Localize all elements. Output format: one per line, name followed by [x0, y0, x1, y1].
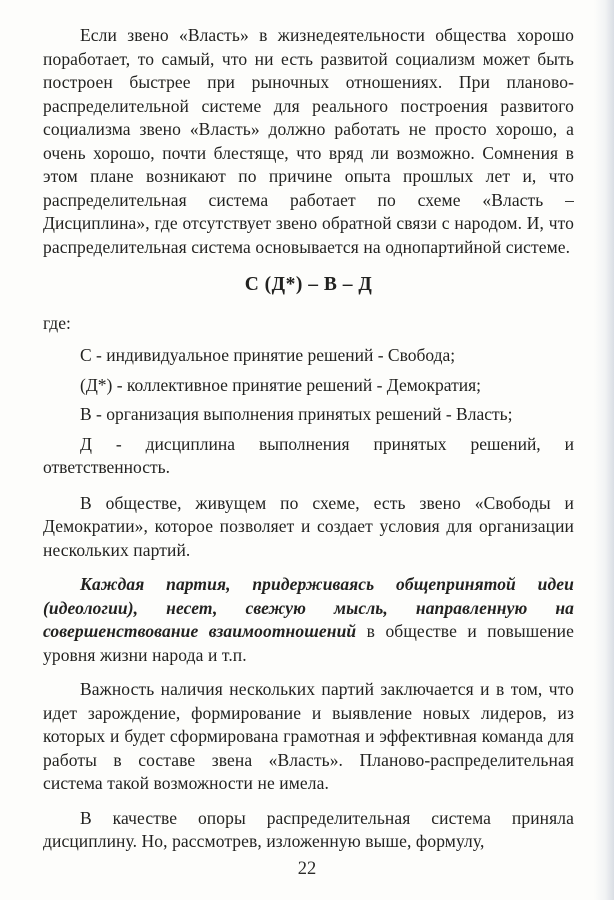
paragraph-intro: Если звено «Власть» в жизнедеятельности общества хорошо поработает, то самый, что ни есть развитой социализм может быть построен быстрее при рыночных отношениях. При планово-распределительной системе для реального построения развитого социализма звено «Власть» должно работать не просто хорошо, а очень хорошо, почти блестяще, что вряд ли возможно. Сомнения в этом плане возникают по причине опыта прошлых лет и, что распределительная система работает по схеме «Власть – Дисциплина», где отсутствует звено обратной связи с народом. И, что распределительная система основывается на однопартийной системе.	[43, 25, 574, 257]
formula-line: С (Д*) – В – Д	[244, 274, 373, 295]
paragraph-discipline: В качестве опоры распределительная система приняла дисциплину. Но, рассмотрев, изложенную выше, формулу,	[43, 807, 574, 851]
page-number: 22	[297, 859, 317, 879]
paragraph-party-emphasis	[43, 573, 574, 667]
emphasis-continuation-text: в обществе и повышение уровня жизни народа и т.п.	[43, 621, 575, 665]
definition-svoboda: С - индивидуальное принятие решений - Свобода;	[80, 345, 456, 365]
definition-distsiplina: Д - дисциплина выполнения принятых решений, и ответственность.	[43, 433, 574, 477]
where-label: где:	[43, 312, 71, 333]
paragraph-society: В обществе, живущем по схеме, есть звено «Свободы и Демократии», которое позволяет и создает условия для организации нескольких партий.	[43, 492, 574, 560]
paragraph-importance: Важность наличия нескольких партий заключается и в том, что идет зарождение, формирование и выявление новых лидеров, из которых и будет сформирована грамотная и эффективная команда для работы в составе звена «Власть». Планово-распределительная система такой возможности не имела.	[43, 679, 574, 793]
definition-demokratiya: (Д*) - коллективное принятие решений - Демократия;	[80, 374, 482, 395]
emphasized-text: Каждая партия, придерживаясь общепринятой идеи (идеологии), несет, свежую мысль, направленную на совершенствование взаимоотношений	[43, 574, 574, 641]
definition-vlast: В - организация выполнения принятых решений - Власть;	[80, 404, 513, 424]
